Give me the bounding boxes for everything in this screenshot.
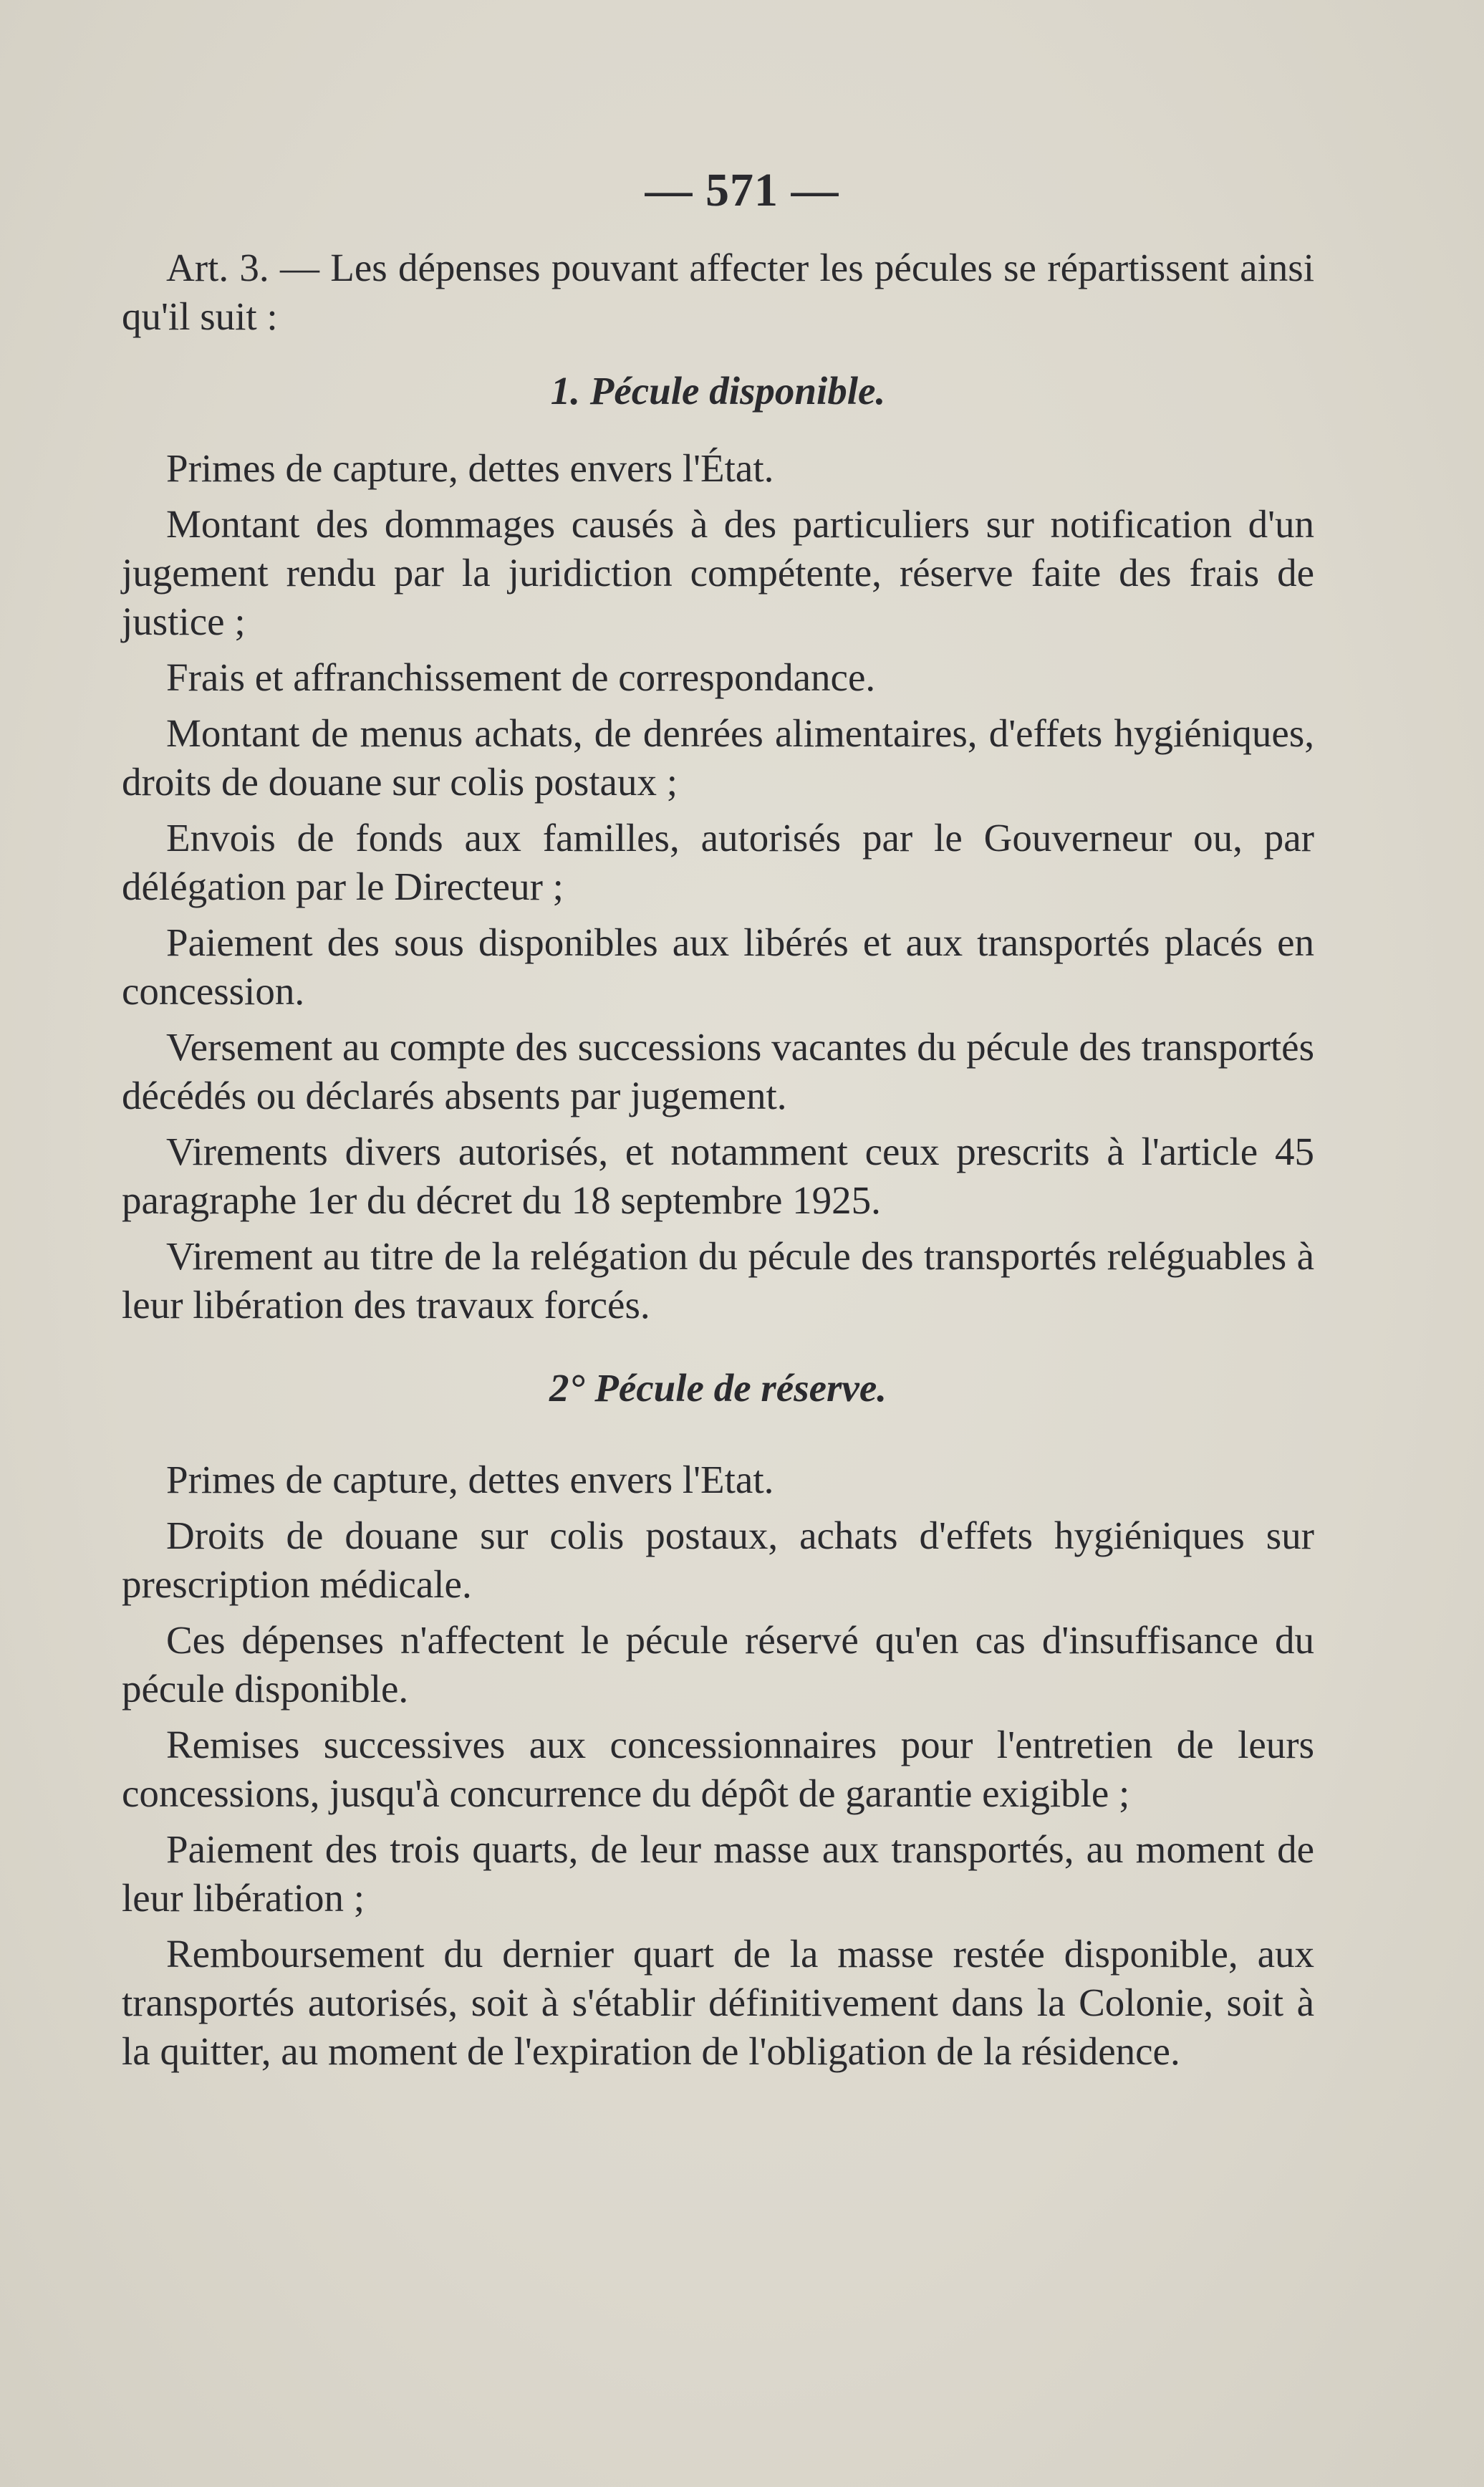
- list-item: Montant de menus achats, de denrées alimentaires, d'effets hygiéniques, droits de douane sur colis postaux ;: [122, 711, 1314, 804]
- list-item: Virement au titre de la relégation du pécule des transportés reléguables à leur libération des travaux forcés.: [122, 1234, 1314, 1327]
- list-item: Montant des dommages causés à des particuliers sur notification d'un jugement rendu par la juridiction compétente, réserve faite des frais de justice ;: [122, 502, 1314, 643]
- list-item: Envois de fonds aux familles, autorisés par le Gouverneur ou, par délégation par le Directeur ;: [122, 816, 1314, 908]
- list-item: Frais et affranchissement de correspondance.: [166, 655, 876, 699]
- list-item: Droits de douane sur colis postaux, achats d'effets hygiéniques sur prescription médicale.: [122, 1514, 1314, 1606]
- list-item: Paiement des trois quarts, de leur masse aux transportés, au moment de leur libération ;: [122, 1827, 1314, 1920]
- list-item: Versement au compte des successions vacantes du pécule des transportés décédés ou déclarés absents par jugement.: [122, 1025, 1314, 1117]
- list-item: Remboursement du dernier quart de la masse restée disponible, aux transportés autorisés, soit à s'établir définitivement dans la Colonie, soit à la quitter, au moment de l'expiration de l'obligation de la résidence.: [122, 1932, 1314, 2073]
- section-heading-reserve: 2° Pécule de réserve.: [549, 1366, 887, 1410]
- section-heading-disponible: 1. Pécule disponible.: [550, 369, 886, 413]
- list-item: Paiement des sous disponibles aux libérés et aux transportés placés en concession.: [122, 920, 1314, 1013]
- page-number: — 571 —: [645, 164, 839, 216]
- list-item: Primes de capture, dettes envers l'Etat.: [166, 1458, 774, 1501]
- list-item: Ces dépenses n'affectent le pécule réservé qu'en cas d'insuffisance du pécule disponible.: [122, 1618, 1314, 1711]
- article-intro: Art. 3. — Les dépenses pouvant affecter les pécules se répartissent ainsi qu'il suit :: [122, 246, 1314, 338]
- article-body: [122, 244, 1314, 2076]
- list-item: Virements divers autorisés, et notamment ceux prescrits à l'article 45 paragraphe 1er du décret du 18 septembre 1925.: [122, 1130, 1314, 1222]
- list-item: Primes de capture, dettes envers l'État.: [166, 446, 774, 490]
- list-item: Remises successives aux concessionnaires pour l'entretien de leurs concessions, jusqu'à concurrence du dépôt de garantie exigible ;: [122, 1723, 1314, 1815]
